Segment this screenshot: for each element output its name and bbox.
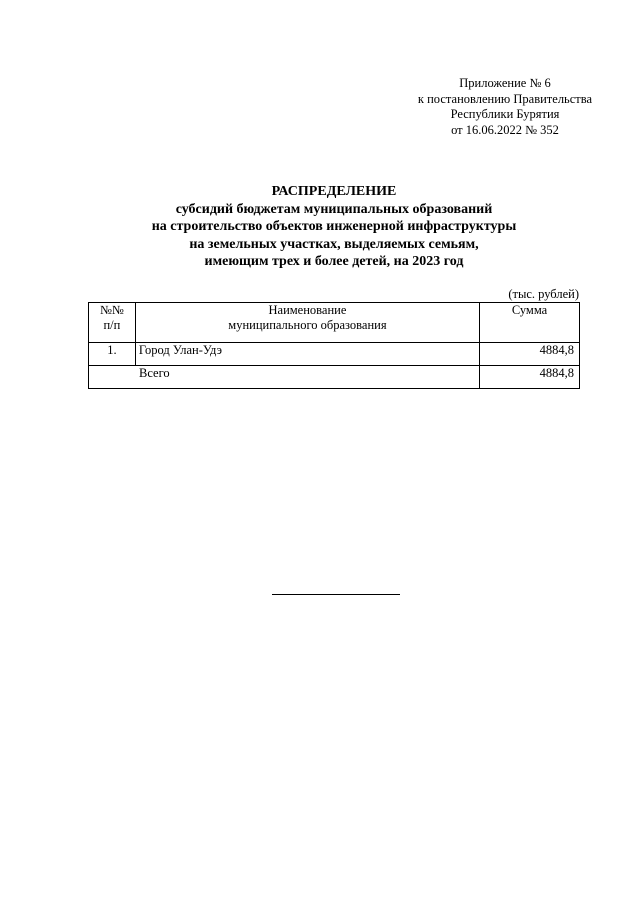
table-total-row <box>89 366 580 389</box>
title-heading: РАСПРЕДЕЛЕНИЕ <box>271 184 397 199</box>
title-line-1: субсидий бюджетам муниципальных образований <box>175 201 493 217</box>
table-row <box>89 343 580 366</box>
header-number-line-1: №№ <box>99 303 124 317</box>
units-label: (тыс. рублей) <box>508 287 579 301</box>
appendix-reference: к постановлению Правительства <box>417 91 593 106</box>
closing-line <box>272 594 400 595</box>
header-sum-label: Сумма <box>511 303 548 317</box>
total-sum: 4884,8 <box>480 366 580 389</box>
row-name: Город Улан-Удэ <box>135 343 479 366</box>
header-number <box>89 303 136 343</box>
document-title <box>88 183 580 271</box>
table-header-row <box>89 303 580 343</box>
header-name <box>135 303 479 343</box>
title-line-2: на строительство объектов инженерной инфраструктуры <box>151 219 517 234</box>
appendix-region: Республики Бурятия <box>450 107 560 121</box>
title-line-3: на земельных участках, выделяемых семьям, <box>189 236 479 252</box>
header-name-line-2: муниципального образования <box>228 318 387 332</box>
header-name-line-1: Наименование <box>268 303 347 317</box>
row-number: 1. <box>89 343 136 366</box>
distribution-table <box>88 302 580 389</box>
row-sum: 4884,8 <box>480 343 580 366</box>
title-line-4: имеющим трех и более детей, на 2023 год <box>204 254 464 269</box>
header-number-line-2: п/п <box>103 318 121 332</box>
appendix-header <box>370 76 640 138</box>
header-sum <box>480 303 580 343</box>
total-label: Всего <box>89 366 480 389</box>
appendix-number: Приложение № 6 <box>459 76 551 90</box>
appendix-date: от 16.06.2022 № 352 <box>451 122 559 137</box>
